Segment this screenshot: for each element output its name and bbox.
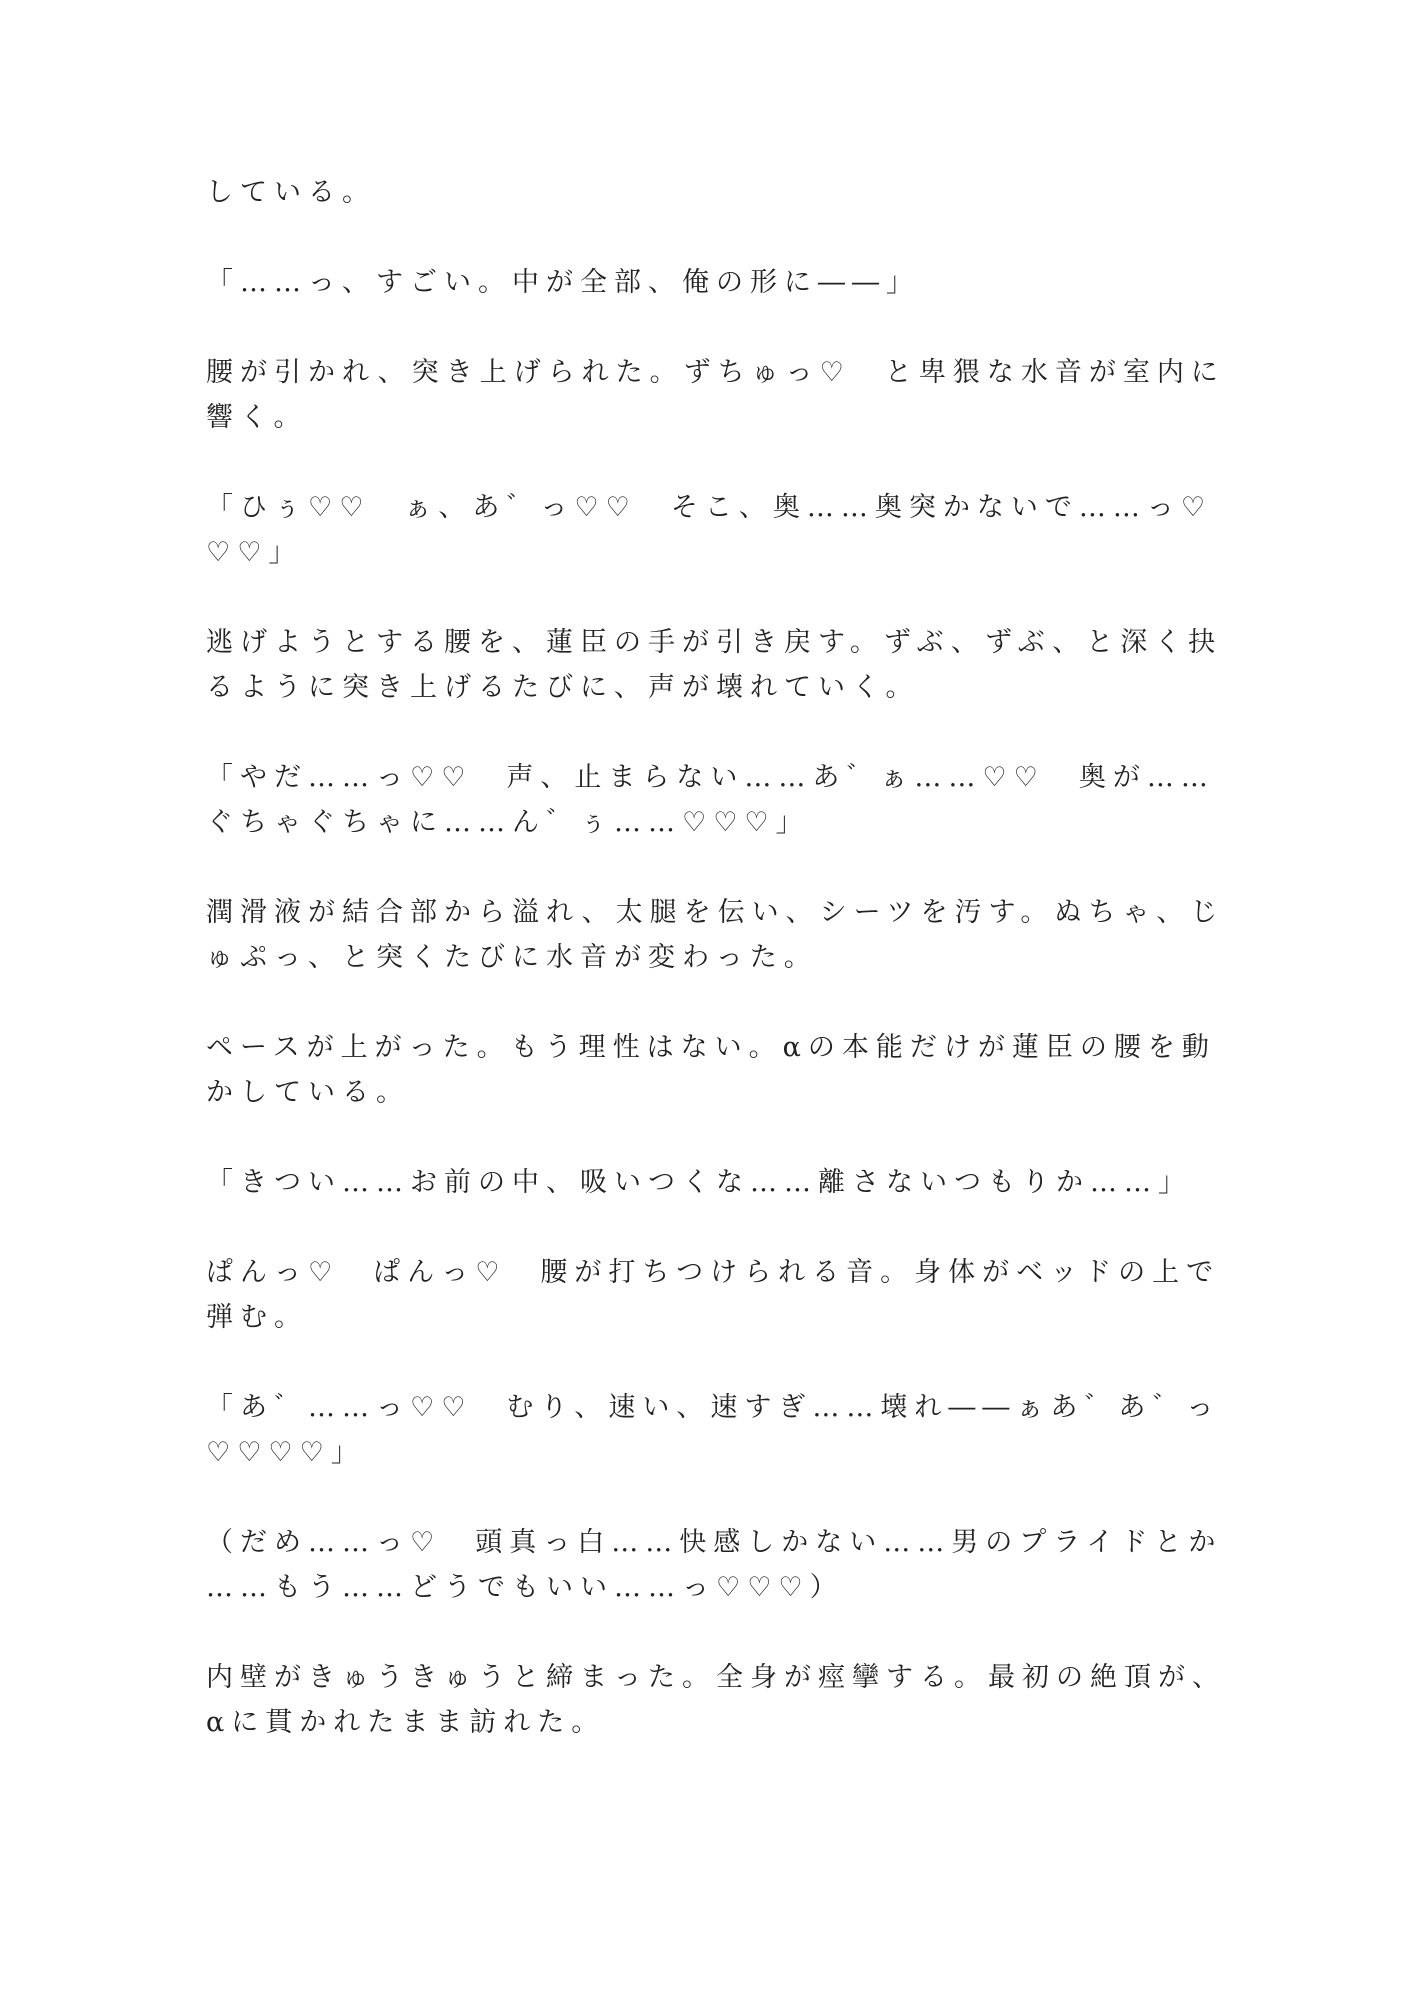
paragraph — [206, 350, 1225, 440]
paragraph — [206, 1520, 1223, 1610]
text-line: ペースが上がった。もう理性はない。αの本能だけが蓮臣の腰を動 — [206, 1032, 1216, 1063]
paragraph — [206, 1025, 1216, 1115]
text-line: ぐちゃぐちゃに……ん゛ぅ……♡♡♡」 — [206, 807, 810, 838]
text-line: 響く。 — [206, 402, 308, 433]
text-line: 「……っ、すごい。中が全部、俺の形に――」 — [206, 267, 920, 298]
paragraph — [206, 170, 1206, 215]
paragraph — [206, 1655, 1226, 1745]
paragraph — [206, 620, 1223, 710]
paragraph — [206, 890, 1225, 980]
text-line: 「あ゛……っ♡♡ むり、速い、速すぎ……壊れ――ぁあ゛あ゛っ — [206, 1392, 1221, 1423]
text-line: ♡♡♡♡」 — [206, 1437, 365, 1468]
text-line: 逃げようとする腰を、蓮臣の手が引き戻す。ずぶ、ずぶ、と深く抉 — [206, 627, 1223, 658]
text-line: 「ひぅ♡♡ ぁ、あ゛っ♡♡ そこ、奥……奥突かないで……っ♡ — [206, 492, 1213, 523]
text-line: かしている。 — [206, 1077, 410, 1108]
text-line: ♡♡」 — [206, 537, 303, 568]
paragraph — [206, 755, 1215, 845]
paragraph — [206, 260, 1206, 305]
paragraph — [206, 485, 1213, 575]
text-line: 潤滑液が結合部から溢れ、太腿を伝い、シーツを汚す。ぬちゃ、じ — [206, 897, 1225, 928]
text-line: ……もう……どうでもいい……っ♡♡♡） — [206, 1572, 844, 1603]
text-line: るように突き上げるたびに、声が壊れていく。 — [206, 672, 920, 703]
text-line: 腰が引かれ、突き上げられた。ずちゅっ♡ と卑猥な水音が室内に — [206, 357, 1225, 388]
paragraph — [206, 1385, 1221, 1475]
paragraph — [206, 1160, 1206, 1205]
text-line: 弾む。 — [206, 1302, 308, 1333]
text-line: ゅぷっ、と突くたびに水音が変わった。 — [206, 942, 818, 973]
text-line: αに貫かれたまま訪れた。 — [206, 1707, 606, 1738]
text-line: している。 — [206, 177, 376, 208]
text-line: 「やだ……っ♡♡ 声、止まらない……あ゛ぁ……♡♡ 奥が…… — [206, 762, 1215, 793]
text-line: （だめ……っ♡ 頭真っ白……快感しかない……男のプライドとか — [206, 1527, 1223, 1558]
text-line: ぱんっ♡ ぱんっ♡ 腰が打ちつけられる音。身体がベッドの上で — [206, 1257, 1221, 1288]
document-page — [206, 170, 1226, 1790]
text-line: 「きつい……お前の中、吸いつくな……離さないつもりか……」 — [206, 1167, 1192, 1198]
text-line: 内壁がきゅうきゅうと締まった。全身が痙攣する。最初の絶頂が、 — [206, 1662, 1226, 1693]
paragraph — [206, 1250, 1221, 1340]
